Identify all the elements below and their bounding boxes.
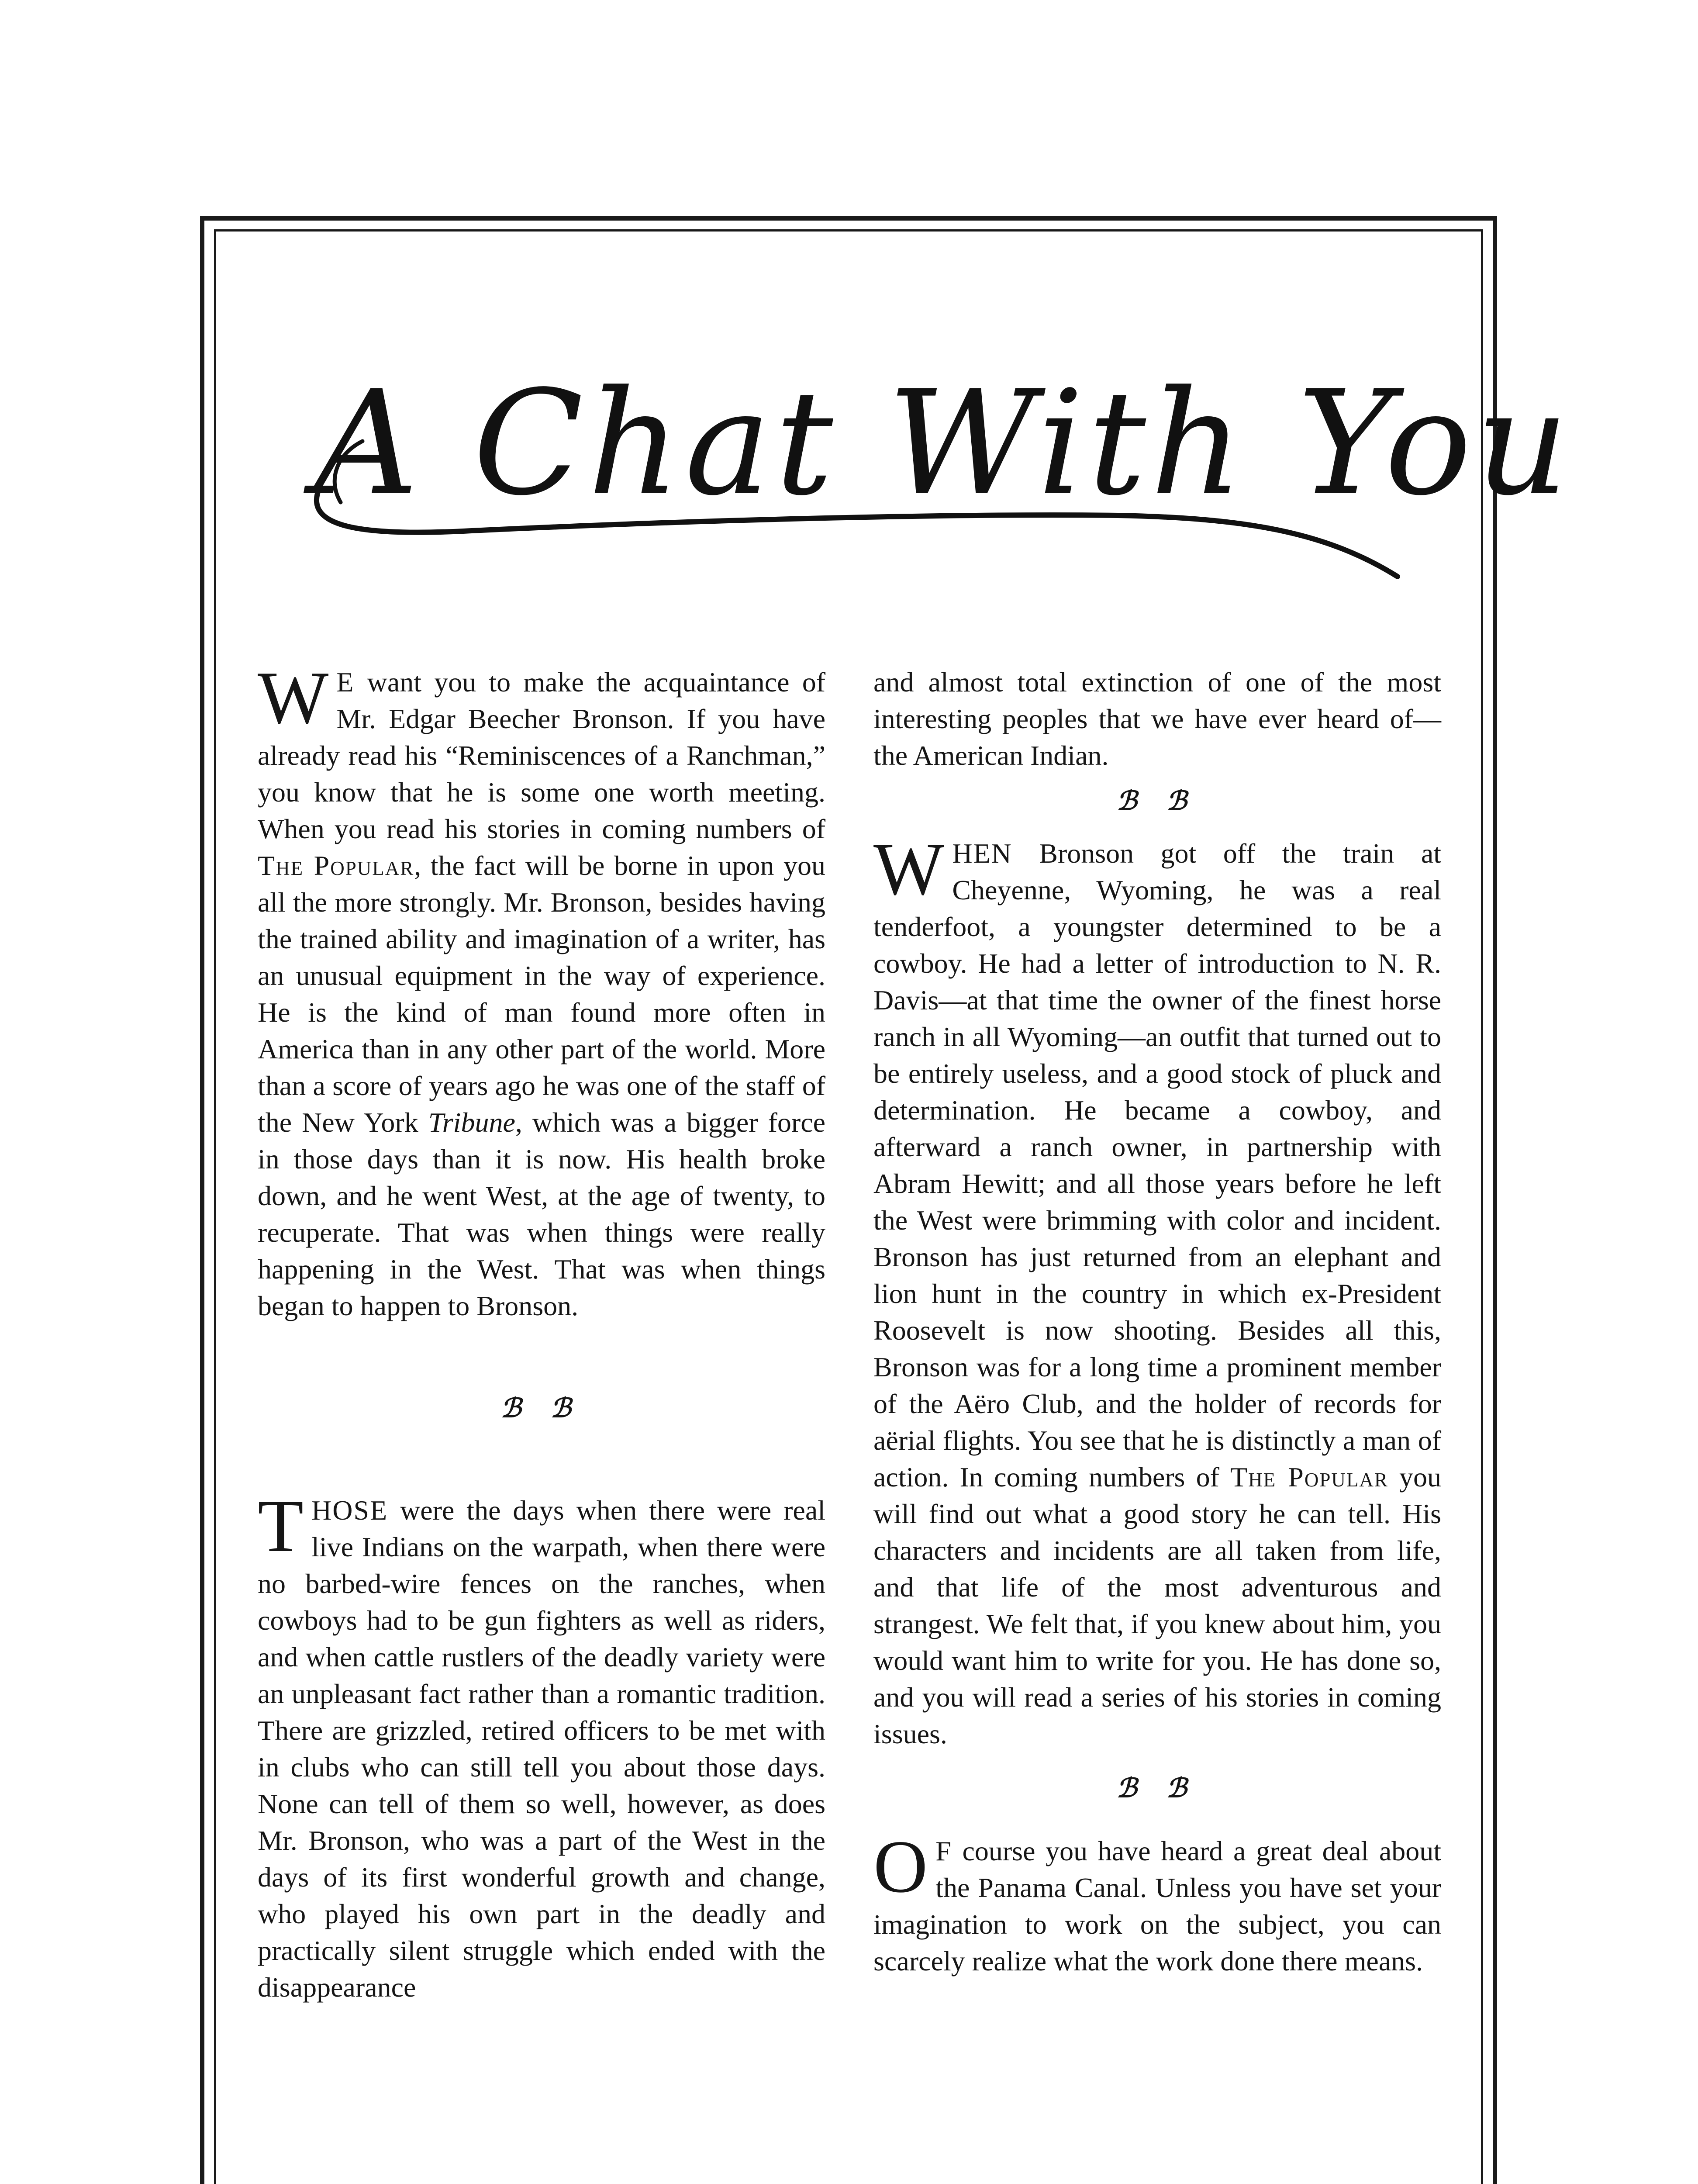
section-ornament: ℬ ℬ: [500, 1394, 583, 1423]
paragraph-text: you will find out what a good story he can tell. His characters and incidents are all taken from life, and that life of the most adventurous and strangest. We felt that, if you knew about him, you would want him to write for you. He has done so, and you will read a series of his stories in coming issues.: [873, 1462, 1442, 1749]
right-column: [873, 664, 1441, 1980]
left-column: [258, 657, 826, 2006]
section-ornament: ℬ ℬ: [1116, 1774, 1198, 1803]
drop-cap: O: [873, 1825, 928, 1908]
lead-in: F: [935, 1835, 952, 1866]
paragraph-those-days: [258, 1485, 825, 2006]
paragraph-continuation: and almost total extinction of one of the most interesting peoples that we have ever heard of—the American Indian.: [873, 667, 1441, 771]
drop-cap: W: [873, 828, 945, 911]
lead-in: HOSE: [311, 1495, 388, 1526]
magazine-name: The Popular: [1230, 1462, 1388, 1493]
paragraph-text: want you to make the acquaintance of Mr. Edgar Beecher Bronson. If you have already read his “Reminiscences of a Ranchman,” you know that he is some one worth meeting. When you read his stories in coming numbers of: [258, 667, 825, 844]
paragraph-text: , the fact will be borne in upon you all the more strongly. Mr. Bronson, besides having the trained ability and imagination of a writer, has an unusual equipment in the way of experience. He is the kind of man found more often in America than in any other part of the world. More than a score of years ago he was one of the staff of the New York: [258, 850, 826, 1138]
paragraph-text: were the days when there were real live Indians on the warpath, when there were no barbed-wire fences on the ranches, when cowboys had to be gun fighters as well as riders, and when cattle rustlers of the deadly variety were an unpleasant fact rather than a romantic tradition. There are grizzled, retired officers to be met with in clubs who can still tell you about those days. None can tell of them so well, however, as does Mr. Bronson, who was a part of the West in the days of its first wonderful growth and change, who played his own part in the deadly and practically silent struggle which ended with the disappearance: [258, 1495, 825, 2003]
page-title: A Chat With You: [314, 359, 1573, 527]
paragraph-text: course you have heard a great deal about the Panama Canal. Unless you have set your imagination to work on the subject, you can scarcely realize what the work done there means.: [873, 1835, 1441, 1977]
lead-in: HEN: [952, 838, 1012, 869]
section-ornament: ℬ ℬ: [1116, 787, 1198, 816]
drop-cap: W: [258, 657, 329, 740]
lead-in: E: [336, 667, 355, 698]
paragraph-panama: [873, 1825, 1441, 1980]
paragraph-acquaintance: [258, 657, 826, 1324]
drop-cap: T: [258, 1485, 304, 1568]
paragraph-text: Bronson got off the train at Cheyenne, Wyoming, he was a real tenderfoot, a youngster determined to be a cowboy. He had a letter of introduction to N. R. Davis—at that time the owner of the finest horse ranch in all Wyoming—an outfit that turned out to be entirely useless, and a good stock of pluck and determination. He became a cowboy, and afterward a ranch owner, in partnership with Abram Hewitt; and all those years before he left the West were brimming with color and incident. Bronson has just returned from an elephant and lion hunt in the country in which ex-President Roosevelt is now shooting. Besides all this, Bronson was for a long time a prominent member of the Aëro Club, and the holder of records for aërial flights. You see that he is distinctly a man of action. In coming numbers of: [873, 838, 1441, 1493]
newspaper-name: Tribune: [428, 1107, 515, 1138]
paragraph-cheyenne: [873, 828, 1442, 1752]
magazine-name: The Popular: [258, 850, 414, 881]
title-block: [288, 358, 1573, 585]
paragraph-text: , which was a bigger force in those days than it is now. His health broke down, and he went West, at the age of twenty, to recuperate. That was when things were really happening in the West. That was when things began to happen to Bronson.: [258, 1107, 826, 1321]
